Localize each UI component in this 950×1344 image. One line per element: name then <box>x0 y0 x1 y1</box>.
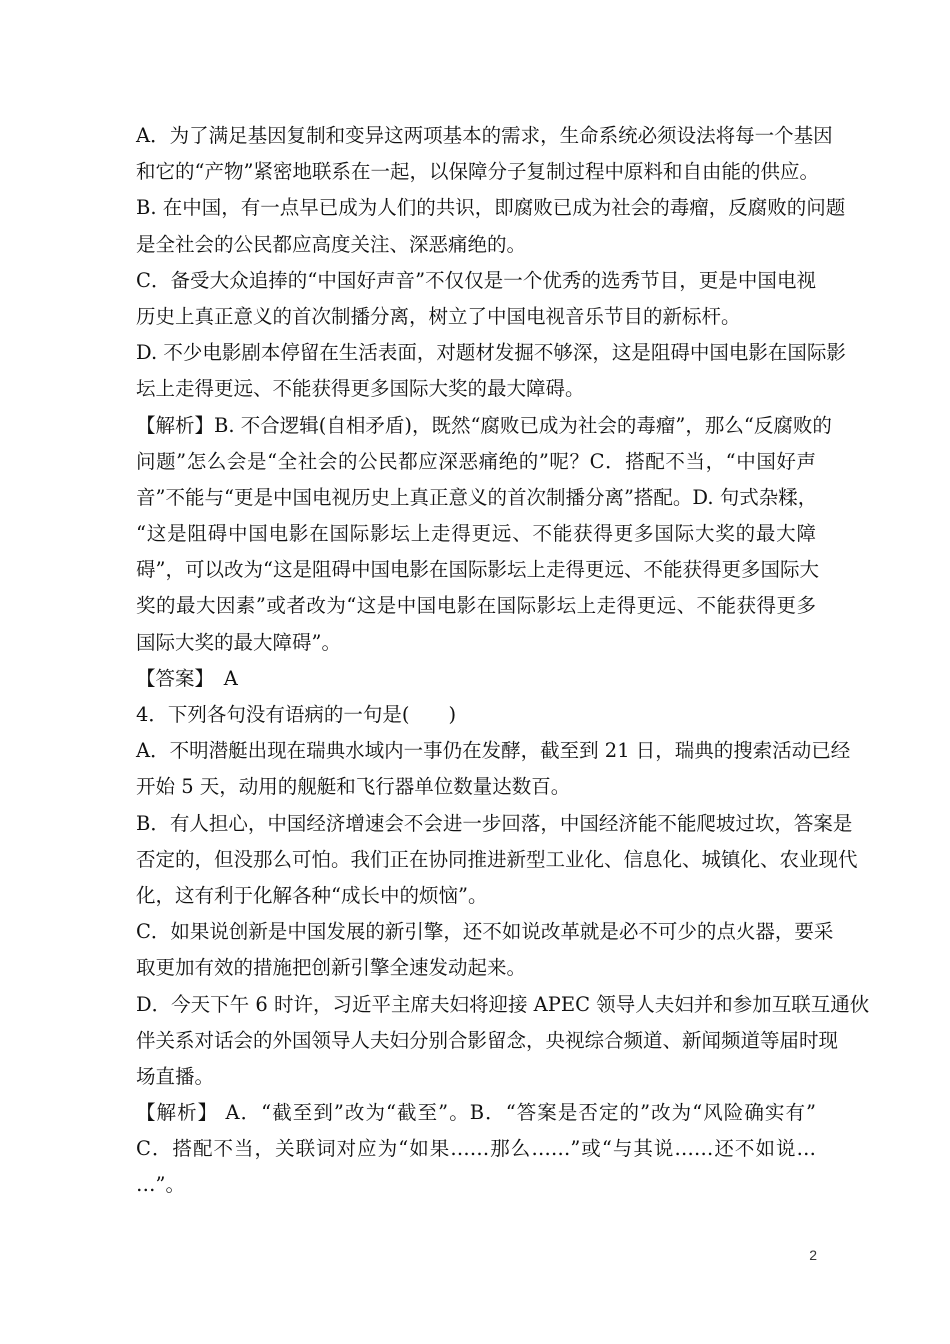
analysis-line: 奖的最大因素”或者改为“这是中国电影在国际影坛上走得更远、不能获得更多 <box>136 594 816 618</box>
option-line: 取更加有效的措施把创新引擎全速发动起来。 <box>136 956 527 980</box>
page-number: 2 <box>809 1247 817 1263</box>
option-line: 否定的，但没那么可怕。我们正在协同推进新型工业化、信息化、城镇化、农业现代 <box>136 847 858 871</box>
option-line: C．如果说创新是中国发展的新引擎，还不如说改革就是必不可少的点火器，要采 <box>136 920 834 944</box>
analysis-line: 问题”怎么会是“全社会的公民都应深恶痛绝的”呢？C．搭配不当，“中国好声 <box>136 449 816 473</box>
text-line: B. 在中国，有一点早已成为人们的共识，即腐败已成为社会的毒瘤，反腐败的问题 <box>136 196 846 220</box>
analysis-line: C．搭配不当，关联词对应为“如果……那么……”或“与其说……还不如说… <box>136 1137 816 1161</box>
option-line: A．不明潜艇出现在瑞典水域内一事仍在发酵，截至到 21 日，瑞典的搜索活动已经 <box>136 739 851 763</box>
text-line: 坛上走得更远、不能获得更多国际大奖的最大障碍。 <box>136 377 585 401</box>
option-line: 开始 5 天，动用的舰艇和飞行器单位数量达数百。 <box>136 775 571 799</box>
answer-line: 【答案】 A <box>136 666 238 690</box>
text-line: 历史上真正意义的首次制播分离，树立了中国电视音乐节目的新标杆。 <box>136 304 741 328</box>
option-line: 场直播。 <box>136 1064 215 1088</box>
analysis-line: 碍”，可以改为“这是阻碍中国电影在国际影坛上走得更远、不能获得更多国际大 <box>136 558 819 582</box>
option-line: 化，这有利于化解各种“成长中的烦恼”。 <box>136 883 488 907</box>
analysis-line: 【解析】 A．“截至到”改为“截至”。B．“答案是否定的”改为“风险确实有” <box>136 1101 816 1125</box>
question-title: 4．下列各句没有语病的一句是( ) <box>136 703 457 726</box>
text-line: 和它的“产物”紧密地联系在一起，以保障分子复制过程中原料和自由能的供应。 <box>136 160 819 184</box>
text-line: 是全社会的公民都应高度关注、深恶痛绝的。 <box>136 232 527 256</box>
document-body <box>136 118 870 1204</box>
option-line: 伴关系对话会的外国领导人夫妇分别合影留念，央视综合频道、新闻频道等届时现 <box>136 1028 839 1052</box>
analysis-line: 音”不能与“更是中国电视历史上真正意义的首次制播分离”搭配。D. 句式杂糅， <box>136 485 818 509</box>
analysis-line: …”。 <box>136 1173 185 1197</box>
analysis-line: 国际大奖的最大障碍”。 <box>136 630 341 654</box>
text-line: A．为了满足基因复制和变异这两项基本的需求，生命系统必须设法将每一个基因 <box>136 124 833 147</box>
analysis-line: “这是阻碍中国电影在国际影坛上走得更远、不能获得更多国际大奖的最大障 <box>136 522 816 546</box>
text-line: D. 不少电影剧本停留在生活表面，对题材发掘不够深，这是阻碍中国电影在国际影 <box>136 341 846 365</box>
option-line: B．有人担心，中国经济增速会不会进一步回落，中国经济能不能爬坡过坎，答案是 <box>136 811 853 835</box>
analysis-line: 【解析】B. 不合逻辑(自相矛盾)，既然“腐败已成为社会的毒瘤”，那么“反腐败的 <box>136 413 832 437</box>
option-line: D．今天下午 6 时许，习近平主席夫妇将迎接 APEC 领导人夫妇并和参加互联互通伙 <box>136 992 870 1016</box>
text-line: C．备受大众追捧的“中国好声音”不仅仅是一个优秀的选秀节目，更是中国电视 <box>136 268 816 292</box>
